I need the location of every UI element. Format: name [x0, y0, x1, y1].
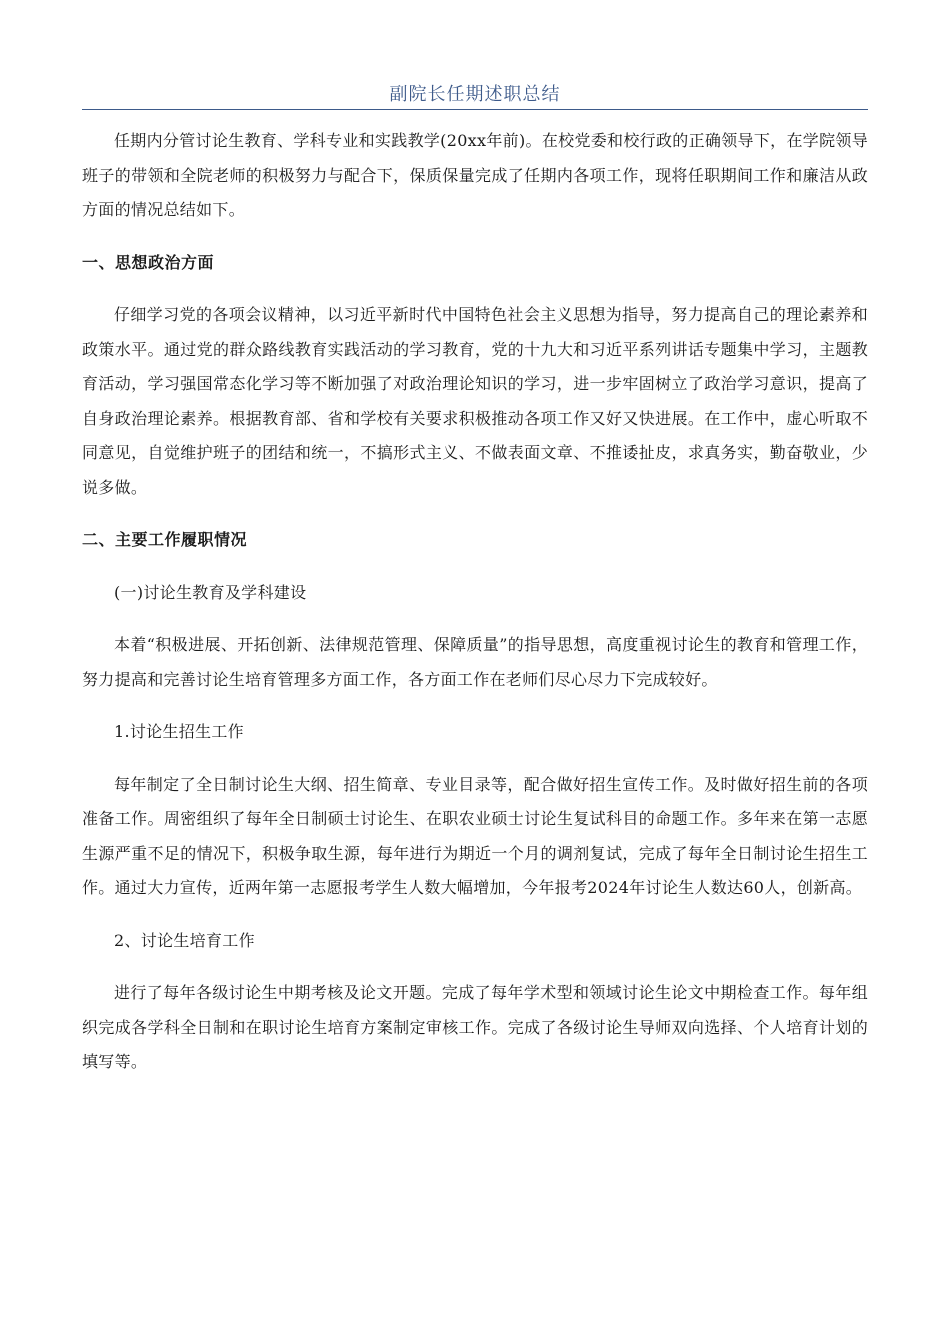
- enrollment-paragraph: 每年制定了全日制讨论生大纲、招生简章、专业目录等，配合做好招生宣传工作。及时做好招生前的各项准备工作。周密组织了每年全日制硕士讨论生、在职农业硕士讨论生复试科目的命题工作。多年来在第一志愿生源严重不足的情况下，积极争取生源，每年进行为期近一个月的调剂复试，完成了每年全日制讨论生招生工作。通过大力宣传，近两年第一志愿报考学生人数大幅增加，今年报考2024年讨论生人数达60人，创新高。: [82, 774, 868, 897]
- document-body: [82, 124, 868, 1080]
- item-heading-training: 2、讨论生培育工作: [114, 930, 255, 950]
- graduate-education-paragraph: 本着“积极进展、开拓创新、法律规范管理、保障质量”的指导思想，高度重视讨论生的教育和管理工作，努力提高和完善讨论生培育管理多方面工作，各方面工作在老师们尽心尽力下完成较好。: [82, 635, 868, 689]
- subsection-heading-graduate-education: (一)讨论生教育及学科建设: [114, 582, 307, 602]
- document-title: 副院长任期述职总结: [389, 84, 561, 105]
- intro-paragraph: 任期内分管讨论生教育、学科专业和实践教学(20xx年前)。在校党委和校行政的正确领导下，在学院领导班子的带领和全院老师的积极努力与配合下，保质保量完成了任期内各项工作，现将任职期间工作和廉洁从政方面的情况总结如下。: [82, 131, 868, 219]
- ideology-paragraph: 仔细学习党的各项会议精神，以习近平新时代中国特色社会主义思想为指导，努力提高自己的理论素养和政策水平。通过党的群众路线教育实践活动的学习教育，党的十九大和习近平系列讲话专题集中学习，主题教育活动，学习强国常态化学习等不断加强了对政治理论知识的学习，进一步牢固树立了政治学习意识，提高了自身政治理论素养。根据教育部、省和学校有关要求积极推动各项工作又好又快进展。在工作中，虚心听取不同意见，自觉维护班子的团结和统一，不搞形式主义、不做表面文章、不推诿扯皮，求真务实，勤奋敬业，少说多做。: [82, 305, 868, 497]
- header-divider: [82, 109, 868, 110]
- section-heading-ideology: 一、思想政治方面: [82, 252, 215, 272]
- item-heading-enrollment: 1.讨论生招生工作: [114, 722, 244, 741]
- training-paragraph: 进行了每年各级讨论生中期考核及论文开题。完成了每年学术型和领域讨论生论文中期检查工作。每年组织完成各学科全日制和在职讨论生培育方案制定审核工作。完成了各级讨论生导师双向选择、个人培育计划的填写等。: [82, 983, 868, 1071]
- section-heading-duties: 二、主要工作履职情况: [82, 530, 248, 549]
